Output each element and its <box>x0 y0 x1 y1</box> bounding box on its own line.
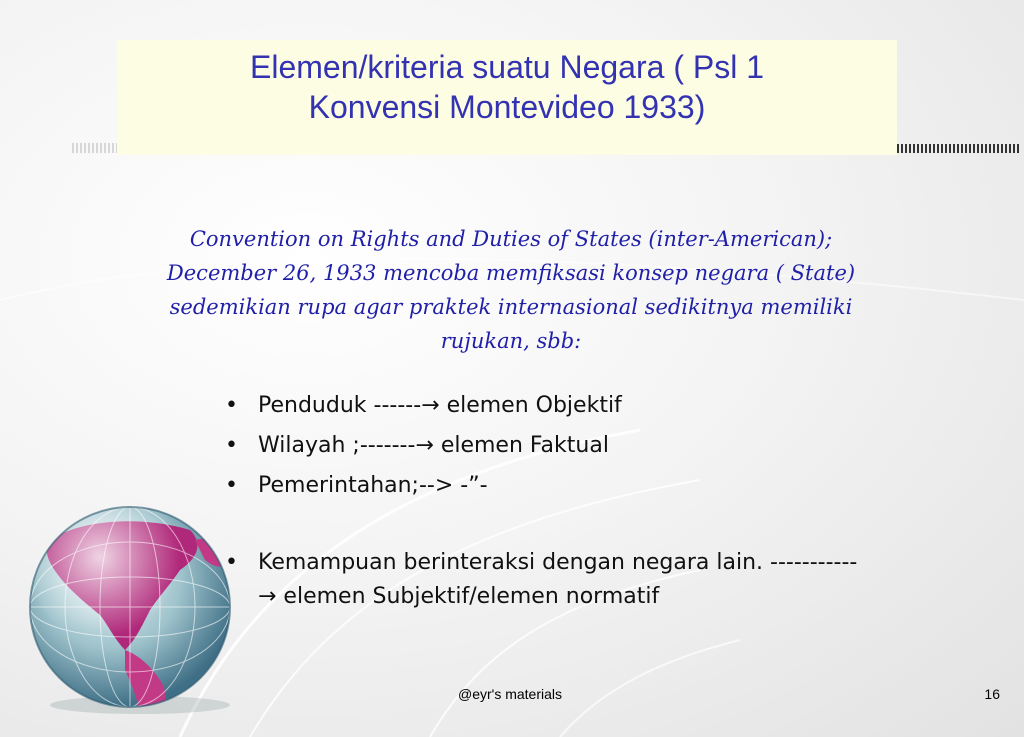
title-line-1: Elemen/kriteria suatu Negara ( Psl 1 <box>250 49 764 85</box>
footer-credit: @eyr's materials <box>457 686 562 702</box>
title-line-2: Konvensi Montevideo 1933) <box>308 89 706 125</box>
bullet-dot-icon: • <box>225 393 238 418</box>
page-number: 16 <box>984 686 1000 702</box>
bullet-list <box>222 386 1002 614</box>
bullet-text: Penduduk ------→ elemen Objektif <box>258 393 622 418</box>
globe-image <box>20 500 240 715</box>
bullet-item <box>222 386 1002 426</box>
bullet-dot-icon: • <box>225 473 238 498</box>
bullet-dot-icon: • <box>225 433 238 458</box>
intro-line-1: Convention on Rights and Duties of States (inter-American); <box>189 227 833 251</box>
intro-line-2: December 26, 1933 mencoba memfiksasi konsep negara ( State) <box>166 261 856 285</box>
bullet-item <box>222 466 1002 506</box>
title-tick-rule-right <box>897 144 1021 153</box>
intro-line-3: sedemikian rupa agar praktek internasional sedikitnya memiliki <box>169 295 853 319</box>
intro-line-4: rujukan, sbb: <box>440 329 582 353</box>
bullet-dot-icon: • <box>225 550 238 575</box>
title-tick-rule-left <box>72 143 117 153</box>
slide-title <box>117 47 897 127</box>
bullet-item <box>222 426 1002 466</box>
bullet-text: Pemerintahan;--> -”- <box>258 473 488 498</box>
bullet-text-line-2: → elemen Subjektif/elemen normatif <box>258 584 660 609</box>
bullet-text: Wilayah ;-------→ elemen Faktual <box>258 433 609 458</box>
intro-paragraph <box>120 222 902 358</box>
bullet-text-line-1: Kemampuan berinteraksi dengan negara lain. ----------- <box>258 550 858 575</box>
title-box <box>117 40 897 155</box>
bullet-item <box>222 546 1002 614</box>
